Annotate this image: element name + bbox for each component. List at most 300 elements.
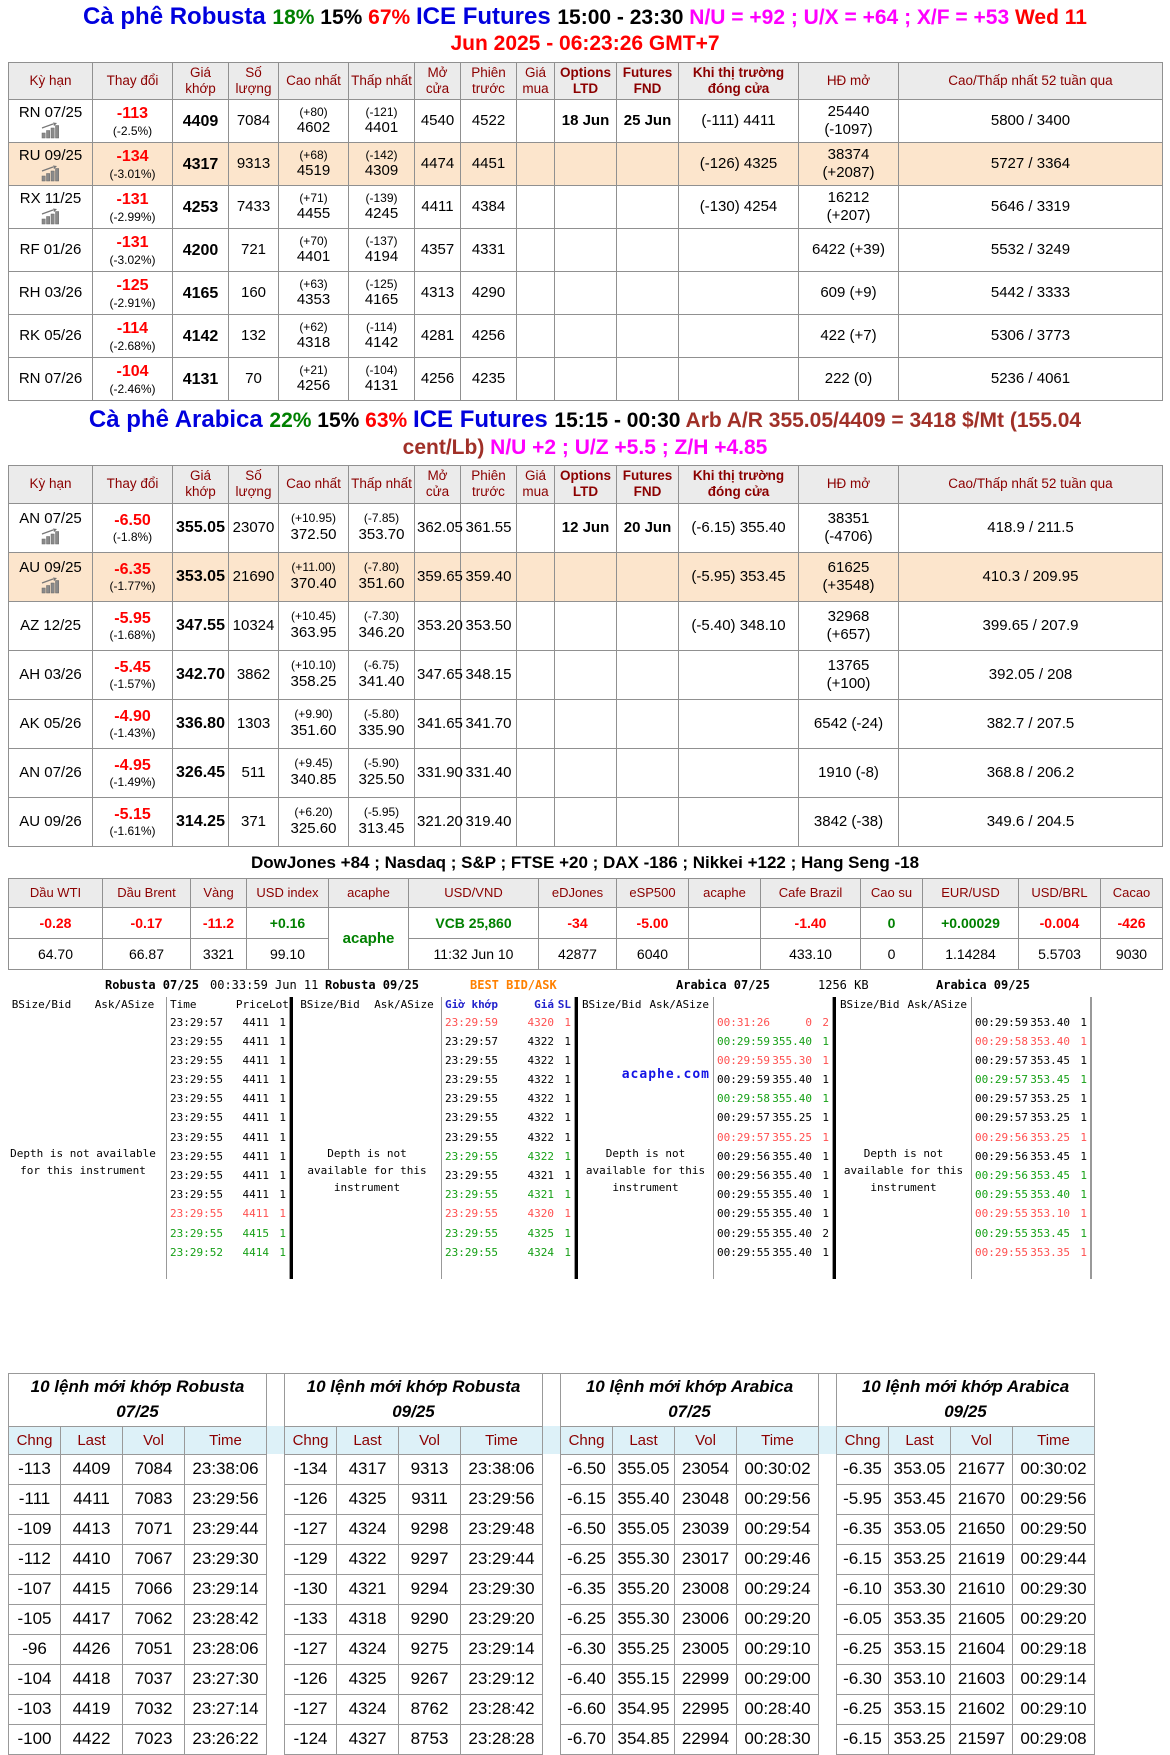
order-volume-cell: 7037 bbox=[123, 1664, 185, 1694]
orders-spacer bbox=[819, 1604, 837, 1634]
order-last-cell: 4413 bbox=[61, 1514, 123, 1544]
change-cell bbox=[93, 272, 173, 315]
contract-cell[interactable] bbox=[9, 143, 93, 186]
trade-price: 353.25 bbox=[1030, 1130, 1070, 1144]
best-bid-ask-label: BEST BID/ASK bbox=[470, 977, 557, 992]
order-time-cell: 23:28:06 bbox=[185, 1634, 267, 1664]
trade-row bbox=[972, 1204, 1090, 1223]
column-header: Số lượng bbox=[229, 62, 279, 99]
orders-spacer bbox=[543, 1426, 561, 1454]
trade-row bbox=[714, 1224, 832, 1243]
orders-spacer bbox=[267, 1514, 285, 1544]
bid-column-header: BSize/Bid bbox=[300, 997, 360, 1011]
depth-column-headers bbox=[836, 997, 971, 1014]
column-header: Kỳ hạn bbox=[9, 466, 93, 503]
futures-fnd-cell bbox=[617, 552, 679, 601]
week52-range-cell: 410.3 / 209.95 bbox=[899, 552, 1163, 601]
order-last-cell: 353.45 bbox=[889, 1484, 951, 1514]
order-time-cell: 00:29:46 bbox=[737, 1544, 819, 1574]
order-row bbox=[9, 1574, 1095, 1604]
change-cell bbox=[93, 100, 173, 143]
trade-lot: 1 bbox=[1080, 1149, 1087, 1163]
volume-cell: 160 bbox=[229, 272, 279, 315]
change-cell bbox=[93, 797, 173, 846]
trade-price: 4411 bbox=[242, 1053, 269, 1067]
orders-spacer bbox=[267, 1604, 285, 1634]
futures-row bbox=[9, 650, 1163, 699]
trade-price: 4411 bbox=[242, 1034, 269, 1048]
last-price: 326.45 bbox=[176, 763, 225, 781]
order-row bbox=[9, 1514, 1095, 1544]
open-interest-cell bbox=[799, 358, 899, 401]
prev-session-cell: 319.40 bbox=[461, 797, 517, 846]
order-volume-cell: 9311 bbox=[399, 1484, 461, 1514]
trade-price: 353.45 bbox=[1030, 1226, 1070, 1240]
market-change-cell: -11.2 bbox=[191, 907, 247, 938]
futures-row bbox=[9, 601, 1163, 650]
market-change-cell: +0.16 bbox=[247, 907, 329, 938]
change-percent: (-1.43%) bbox=[109, 725, 156, 740]
change-cell bbox=[93, 229, 173, 272]
trade-lot: 1 bbox=[1080, 1207, 1087, 1221]
trade-row bbox=[714, 1051, 832, 1070]
orders-title-line2: 09/25 bbox=[392, 1401, 435, 1421]
order-volume-cell: 9313 bbox=[399, 1454, 461, 1484]
market-value-cell: 99.10 bbox=[247, 938, 329, 969]
trade-lot: 1 bbox=[1080, 1053, 1087, 1067]
market-column-header: eSP500 bbox=[617, 878, 689, 907]
order-time-cell: 23:29:44 bbox=[185, 1514, 267, 1544]
order-last-cell: 4409 bbox=[61, 1454, 123, 1484]
depth-panel-title: Robusta 07/25 bbox=[105, 977, 199, 992]
orders-spacer bbox=[543, 1664, 561, 1694]
market-column-header: acaphe bbox=[689, 878, 761, 907]
low-cell bbox=[349, 100, 415, 143]
change-value: -131 bbox=[116, 234, 149, 252]
high-cell bbox=[279, 229, 349, 272]
order-last-cell: 4325 bbox=[337, 1484, 399, 1514]
trade-time: 23:29:55 bbox=[170, 1169, 223, 1182]
order-time-cell: 23:29:30 bbox=[185, 1544, 267, 1574]
column-header: Mở cửa bbox=[415, 62, 461, 99]
trade-time: 00:29:59 bbox=[717, 1053, 770, 1067]
trade-row bbox=[167, 1224, 289, 1243]
change-cell bbox=[93, 748, 173, 797]
contract-cell[interactable] bbox=[9, 100, 93, 143]
orders-spacer bbox=[267, 1484, 285, 1514]
chart-icon[interactable] bbox=[39, 208, 63, 225]
contract-cell bbox=[9, 797, 93, 846]
bid-column-header: BSize/Bid bbox=[11, 997, 72, 1011]
price-column-label: Price bbox=[235, 997, 269, 1011]
prev-session-cell: 331.40 bbox=[461, 748, 517, 797]
order-time-cell: 00:29:10 bbox=[737, 1634, 819, 1664]
open-interest-cell bbox=[799, 100, 899, 143]
order-time-cell: 00:29:20 bbox=[1013, 1604, 1095, 1634]
trade-time: 00:29:57 bbox=[975, 1053, 1028, 1067]
price-value: 4318 bbox=[296, 334, 331, 352]
prev-session-cell: 4522 bbox=[461, 100, 517, 143]
order-volume-cell: 8753 bbox=[399, 1724, 461, 1754]
order-time-cell: 23:28:42 bbox=[185, 1604, 267, 1634]
last-price: 314.25 bbox=[176, 812, 225, 830]
delta-label: (+70) bbox=[299, 234, 328, 249]
change-percent: (-1.49%) bbox=[109, 774, 156, 789]
trade-row bbox=[714, 1032, 832, 1051]
orders-spacer bbox=[543, 1484, 561, 1514]
order-volume-cell: 21603 bbox=[951, 1664, 1013, 1694]
depth-column-headers bbox=[0, 997, 166, 1014]
column-header: Cao/Thấp nhất 52 tuần qua bbox=[899, 62, 1163, 99]
order-volume-cell: 7051 bbox=[123, 1634, 185, 1664]
low-cell bbox=[349, 503, 415, 552]
open-interest-cell bbox=[799, 748, 899, 797]
trade-time: 23:29:55 bbox=[445, 1188, 498, 1202]
column-header: Futures FND bbox=[617, 466, 679, 503]
trade-row bbox=[442, 1013, 574, 1032]
contract-cell[interactable] bbox=[9, 186, 93, 229]
trade-time: 00:29:55 bbox=[717, 1245, 770, 1259]
order-time-cell: 00:29:54 bbox=[737, 1514, 819, 1544]
volume-cell: 21690 bbox=[229, 552, 279, 601]
prev-session-cell: 4451 bbox=[461, 143, 517, 186]
trade-price: 355.40 bbox=[772, 1073, 812, 1087]
order-change-cell: -6.15 bbox=[837, 1724, 889, 1754]
trade-lot: 1 bbox=[279, 1111, 286, 1125]
trade-price: 353.45 bbox=[1030, 1169, 1070, 1182]
trade-price: 355.40 bbox=[772, 1149, 812, 1163]
order-last-cell: 4410 bbox=[61, 1544, 123, 1574]
order-change-cell: -6.35 bbox=[837, 1514, 889, 1544]
week52-range-cell: 5532 / 3249 bbox=[899, 229, 1163, 272]
contract-label: AU 09/26 bbox=[19, 812, 82, 830]
orders-spacer bbox=[819, 1664, 837, 1694]
order-last-cell: 4419 bbox=[61, 1694, 123, 1724]
open-interest-cell bbox=[799, 601, 899, 650]
price-value: 4353 bbox=[296, 291, 331, 309]
order-change-cell: -113 bbox=[9, 1454, 61, 1484]
orders-column-header: Vol bbox=[951, 1426, 1013, 1454]
ask-column-header: Ask/ASize bbox=[907, 997, 968, 1011]
change-value: -125 bbox=[116, 277, 149, 295]
order-change-cell: -127 bbox=[285, 1514, 337, 1544]
order-time-cell: 00:29:20 bbox=[737, 1604, 819, 1634]
trade-time: 00:29:55 bbox=[975, 1245, 1028, 1259]
prev-session-cell: 4235 bbox=[461, 358, 517, 401]
trade-lot: 1 bbox=[564, 1015, 571, 1029]
trade-price: 4411 bbox=[242, 1188, 269, 1202]
depth-panel bbox=[0, 997, 290, 1279]
trade-row bbox=[972, 1032, 1090, 1051]
trade-row bbox=[167, 1032, 289, 1051]
order-time-cell: 00:29:14 bbox=[1013, 1664, 1095, 1694]
order-volume-cell: 7083 bbox=[123, 1484, 185, 1514]
order-volume-cell: 22994 bbox=[675, 1724, 737, 1754]
market-close-cell bbox=[679, 797, 799, 846]
contract-label: RN 07/25 bbox=[18, 103, 83, 121]
price-value: 4602 bbox=[296, 119, 331, 137]
market-close-cell: (-130) 4254 bbox=[679, 186, 799, 229]
orders-column-header: Time bbox=[185, 1426, 267, 1454]
delta-label: (-142) bbox=[365, 148, 398, 163]
last-price-cell bbox=[173, 601, 229, 650]
volume-cell: 371 bbox=[229, 797, 279, 846]
trade-lot: 2 bbox=[822, 1226, 829, 1240]
trade-price: 4322 bbox=[527, 1149, 554, 1163]
futures-row bbox=[9, 797, 1163, 846]
time-and-sales-list bbox=[441, 997, 575, 1279]
depth-panel-title: 1256 KB bbox=[818, 977, 869, 992]
column-header: HĐ mở bbox=[799, 466, 899, 503]
options-ltd-cell bbox=[555, 272, 617, 315]
order-time-cell: 23:29:56 bbox=[461, 1484, 543, 1514]
column-header: Phiên trước bbox=[461, 62, 517, 99]
order-last-cell: 355.05 bbox=[613, 1514, 675, 1544]
trade-lot: 1 bbox=[564, 1130, 571, 1144]
trade-lot: 1 bbox=[279, 1073, 286, 1087]
week52-range-cell: 382.7 / 207.5 bbox=[899, 699, 1163, 748]
trade-row bbox=[167, 1166, 289, 1185]
trade-row bbox=[442, 1185, 574, 1204]
arabica-futures-table bbox=[8, 465, 1163, 846]
header-segment: cent/Lb) bbox=[402, 435, 491, 459]
column-header: Mở cửa bbox=[415, 466, 461, 503]
change-percent: (-1.57%) bbox=[109, 676, 156, 691]
order-change-cell: -6.25 bbox=[837, 1634, 889, 1664]
trade-time: 23:29:55 bbox=[445, 1207, 498, 1221]
last-price-cell bbox=[173, 503, 229, 552]
last-price-cell bbox=[173, 100, 229, 143]
bid-cell bbox=[517, 503, 555, 552]
column-header: HĐ mở bbox=[799, 62, 899, 99]
week52-range-cell: 5236 / 4061 bbox=[899, 358, 1163, 401]
trade-row bbox=[972, 1070, 1090, 1089]
orders-spacer bbox=[543, 1373, 561, 1426]
open-interest-cell bbox=[799, 552, 899, 601]
chart-icon[interactable] bbox=[39, 577, 63, 594]
futures-row bbox=[9, 100, 1163, 143]
trade-price: 355.40 bbox=[772, 1245, 812, 1259]
price-value: 4256 bbox=[296, 377, 331, 395]
sales-list-header bbox=[442, 997, 574, 1013]
order-last-cell: 355.05 bbox=[613, 1454, 675, 1484]
futures-header-row bbox=[9, 62, 1163, 99]
order-volume-cell: 21619 bbox=[951, 1544, 1013, 1574]
time-column-label: Giờ khớp bbox=[445, 997, 498, 1011]
column-header: Khi thị trường đóng cửa bbox=[679, 62, 799, 99]
price-value: 4194 bbox=[364, 248, 399, 266]
trade-time: 23:29:55 bbox=[445, 1149, 498, 1163]
market-value-cell: 64.70 bbox=[9, 938, 103, 969]
trade-lot: 1 bbox=[279, 1188, 286, 1202]
column-header: Kỳ hạn bbox=[9, 62, 93, 99]
trade-price: 4322 bbox=[527, 1073, 554, 1087]
depth-column-headers bbox=[578, 997, 713, 1014]
price-value: 351.60 bbox=[290, 721, 337, 739]
trade-price: 4411 bbox=[242, 1169, 269, 1182]
last-price: 4409 bbox=[182, 112, 219, 130]
trade-price: 355.40 bbox=[772, 1226, 812, 1240]
open-interest-line: 13765 bbox=[827, 656, 870, 674]
market-change-cell: -5.00 bbox=[617, 907, 689, 938]
order-row bbox=[9, 1664, 1095, 1694]
orders-spacer bbox=[543, 1694, 561, 1724]
trade-lot: 1 bbox=[564, 1169, 571, 1182]
high-cell bbox=[279, 315, 349, 358]
prev-session-cell: 4256 bbox=[461, 315, 517, 358]
market-value-cell: 0 bbox=[861, 938, 923, 969]
last-price-cell bbox=[173, 315, 229, 358]
bid-cell bbox=[517, 601, 555, 650]
column-header: Cao nhất bbox=[279, 466, 349, 503]
last-price: 4253 bbox=[182, 198, 219, 216]
bid-cell bbox=[517, 100, 555, 143]
orders-title-line1: 10 lệnh mới khớp Arabica bbox=[585, 1376, 794, 1396]
sales-list-header bbox=[167, 997, 289, 1013]
market-close-cell: (-5.95) 353.45 bbox=[679, 552, 799, 601]
price-value: 313.45 bbox=[358, 819, 405, 837]
trade-time: 23:29:55 bbox=[445, 1053, 498, 1067]
market-change-cell: 0 bbox=[861, 907, 923, 938]
order-last-cell: 4321 bbox=[337, 1574, 399, 1604]
change-percent: (-3.01%) bbox=[109, 166, 156, 181]
trade-price: 4320 bbox=[527, 1015, 554, 1029]
options-ltd-cell bbox=[555, 552, 617, 601]
trade-row bbox=[167, 1108, 289, 1127]
orders-title-line2: 07/25 bbox=[116, 1401, 159, 1421]
order-volume-cell: 9298 bbox=[399, 1514, 461, 1544]
chart-icon[interactable] bbox=[39, 528, 63, 545]
prev-session-cell: 341.70 bbox=[461, 699, 517, 748]
options-ltd-cell bbox=[555, 315, 617, 358]
prev-session-cell: 4290 bbox=[461, 272, 517, 315]
contract-cell[interactable] bbox=[9, 552, 93, 601]
futures-fnd-cell bbox=[617, 601, 679, 650]
order-volume-cell: 9267 bbox=[399, 1664, 461, 1694]
orders-title-line2: 09/25 bbox=[944, 1401, 987, 1421]
market-change-cell: +0.00029 bbox=[923, 907, 1019, 938]
price-value: 335.90 bbox=[358, 721, 405, 739]
market-value-cell: 66.87 bbox=[103, 938, 191, 969]
volume-cell: 3862 bbox=[229, 650, 279, 699]
change-value: -6.50 bbox=[114, 511, 151, 529]
trade-price: 4321 bbox=[527, 1188, 554, 1202]
trade-time: 23:29:52 bbox=[170, 1245, 223, 1259]
change-value: -114 bbox=[116, 320, 149, 338]
last-price-cell bbox=[173, 650, 229, 699]
time-and-sales-list bbox=[713, 997, 833, 1279]
open-interest-cell bbox=[799, 272, 899, 315]
trade-price: 353.45 bbox=[1030, 1073, 1070, 1087]
trade-lot: 1 bbox=[1080, 1092, 1087, 1106]
trade-time: 23:29:55 bbox=[445, 1111, 498, 1125]
bid-column-header: BSize/Bid bbox=[839, 997, 900, 1011]
last-price: 4200 bbox=[182, 241, 219, 259]
market-value-cell: 6040 bbox=[617, 938, 689, 969]
open-interest-line: 38351 bbox=[827, 509, 870, 527]
orders-table-title bbox=[9, 1373, 267, 1426]
order-last-cell: 4317 bbox=[337, 1454, 399, 1484]
header-line bbox=[0, 405, 1170, 434]
order-row bbox=[9, 1604, 1095, 1634]
volume-cell: 23070 bbox=[229, 503, 279, 552]
header-segment: 15% bbox=[320, 6, 369, 29]
trade-lot: 2 bbox=[822, 1015, 829, 1029]
price-value: 4401 bbox=[296, 248, 331, 266]
low-cell bbox=[349, 601, 415, 650]
chart-icon[interactable] bbox=[39, 165, 63, 182]
delta-label: (-104) bbox=[365, 363, 398, 378]
low-cell bbox=[349, 186, 415, 229]
order-volume-cell: 8762 bbox=[399, 1694, 461, 1724]
open-interest-line: (+3548) bbox=[822, 576, 875, 594]
order-last-cell: 4418 bbox=[61, 1664, 123, 1694]
order-last-cell: 353.15 bbox=[889, 1634, 951, 1664]
trade-price: 353.35 bbox=[1030, 1245, 1070, 1259]
chart-icon[interactable] bbox=[39, 122, 63, 139]
order-volume-cell: 21602 bbox=[951, 1694, 1013, 1724]
open-interest-line: 16212 bbox=[827, 189, 870, 207]
prev-session-cell: 4331 bbox=[461, 229, 517, 272]
trade-row bbox=[442, 1243, 574, 1262]
robusta-futures-table bbox=[8, 62, 1163, 401]
delta-label: (+80) bbox=[299, 105, 328, 120]
futures-fnd-cell: 20 Jun bbox=[617, 503, 679, 552]
open-interest-line: (-4706) bbox=[824, 527, 873, 545]
trade-lot: 1 bbox=[279, 1207, 286, 1221]
trade-price: 4322 bbox=[527, 1034, 554, 1048]
ask-column-header: Ask/ASize bbox=[649, 997, 710, 1011]
bid-cell bbox=[517, 748, 555, 797]
trade-row bbox=[167, 1243, 289, 1262]
orders-spacer bbox=[819, 1514, 837, 1544]
order-row bbox=[9, 1634, 1095, 1664]
change-percent: (-2.68%) bbox=[109, 338, 156, 353]
volume-cell: 10324 bbox=[229, 601, 279, 650]
orders-column-header: Chng bbox=[837, 1426, 889, 1454]
order-last-cell: 4327 bbox=[337, 1724, 399, 1754]
futures-fnd-cell bbox=[617, 797, 679, 846]
trade-time: 23:29:57 bbox=[445, 1034, 498, 1048]
order-last-cell: 4411 bbox=[61, 1484, 123, 1514]
trade-time: 00:29:56 bbox=[975, 1169, 1028, 1182]
column-header: Giá khớp bbox=[173, 466, 229, 503]
trade-lot: 1 bbox=[1080, 1073, 1087, 1087]
order-volume-cell: 9290 bbox=[399, 1604, 461, 1634]
change-cell bbox=[93, 143, 173, 186]
orders-table-title bbox=[837, 1373, 1095, 1426]
orders-title-line1: 10 lệnh mới khớp Robusta bbox=[30, 1376, 245, 1396]
change-cell bbox=[93, 358, 173, 401]
contract-cell[interactable] bbox=[9, 503, 93, 552]
change-value: -134 bbox=[116, 148, 149, 166]
order-change-cell: -112 bbox=[9, 1544, 61, 1574]
market-change-row bbox=[9, 907, 1163, 938]
market-column-header: Cacao bbox=[1101, 878, 1163, 907]
trade-time: 23:29:55 bbox=[445, 1130, 498, 1144]
lot-column-label: Lot bbox=[269, 997, 289, 1011]
order-change-cell: -124 bbox=[285, 1724, 337, 1754]
high-cell bbox=[279, 358, 349, 401]
volume-cell: 721 bbox=[229, 229, 279, 272]
delta-label: (+63) bbox=[299, 277, 328, 292]
volume-cell: 511 bbox=[229, 748, 279, 797]
delta-label: (-139) bbox=[365, 191, 398, 206]
orders-column-header: Chng bbox=[9, 1426, 61, 1454]
last-price: 353.05 bbox=[176, 567, 225, 585]
market-value-cell: 1.14284 bbox=[923, 938, 1019, 969]
orders-column-header: Vol bbox=[399, 1426, 461, 1454]
